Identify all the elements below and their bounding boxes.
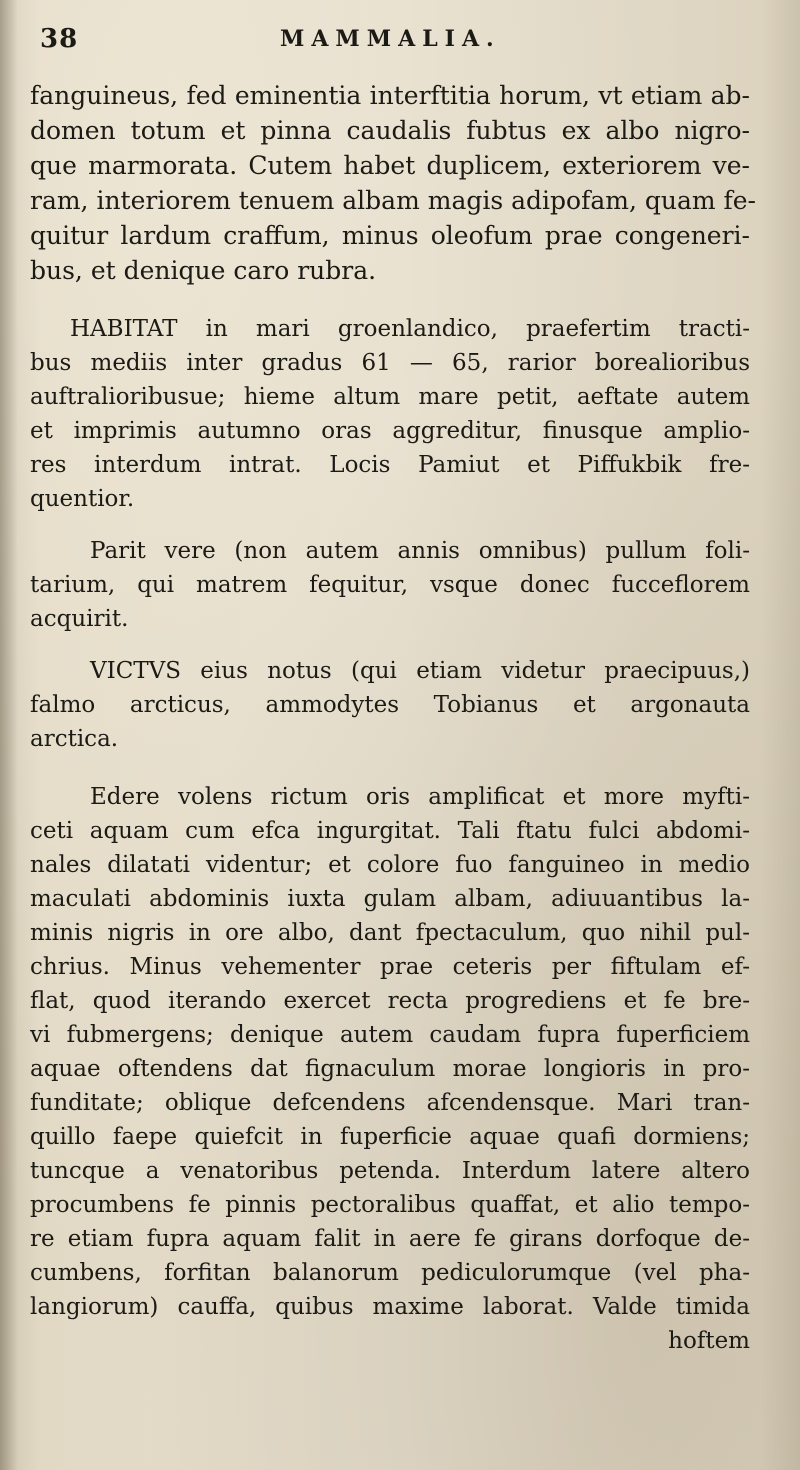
catchword: hoftem — [668, 1328, 750, 1354]
text-line: procumbens fe pinnis pectoralibus quaffat, et alio tempo- — [30, 1192, 750, 1218]
text-line: minis nigris in ore albo, dant fpectaculum, quo nihil pul- — [30, 920, 750, 946]
text-line: HABITAT in mari groenlandico, praefertim tracti- — [70, 316, 750, 342]
text-line: funditate; oblique defcendens afcendensque. Mari tran- — [30, 1090, 750, 1116]
text-line: vi fubmergens; denique autem caudam fupra fuperficiem — [30, 1022, 750, 1048]
text-line: res interdum intrat. Locis Pamiut et Piffukbik fre- — [30, 452, 750, 478]
text-line: arctica. — [30, 726, 119, 752]
text-line: aquae oftendens dat fignaculum morae longioris in pro- — [30, 1056, 750, 1082]
text-line: quentior. — [30, 486, 135, 512]
text-line: quitur lardum craffum, minus oleofum prae congeneri- — [30, 221, 750, 250]
page-header — [40, 20, 600, 60]
text-line: ram, interiorem tenuem albam magis adipofam, quam fe- — [30, 186, 757, 215]
body-text — [30, 78, 757, 1358]
page-number: 38 — [40, 24, 79, 54]
text-line: auftralioribusue; hieme altum mare petit, aeftate autem — [30, 384, 750, 410]
text-line: acquirit. — [30, 606, 129, 632]
text-line: langiorum) cauffa, quibus maxime laborat. Valde timida — [30, 1294, 750, 1320]
text-line: chrius. Minus vehementer prae ceteris per fiftulam ef- — [30, 954, 750, 980]
text-line: cumbens, forfitan balanorum pediculorumque (vel pha- — [30, 1260, 750, 1286]
text-line: quillo faepe quiefcit in fuperficie aquae quafi dormiens; — [30, 1124, 750, 1150]
text-line: domen totum et pinna caudalis fubtus ex albo nigro- — [30, 116, 750, 145]
text-line: re etiam fupra aquam falit in aere fe girans dorfoque de- — [30, 1226, 750, 1252]
text-line: Edere volens rictum oris amplificat et more myfti- — [90, 784, 750, 810]
text-line: falmo arcticus, ammodytes Tobianus et argonauta — [30, 692, 750, 718]
text-line: Parit vere (non autem annis omnibus) pullum foli- — [90, 538, 750, 564]
text-line: tarium, qui matrem fequitur, vsque donec fucceflorem — [30, 572, 750, 598]
running-head: MAMMALIA. — [280, 26, 501, 52]
text-line: et imprimis autumno oras aggreditur, finusque amplio- — [30, 418, 750, 444]
text-line: nales dilatati videntur; et colore fuo fanguineo in medio — [30, 852, 750, 878]
text-line: VICTVS eius notus (qui etiam videtur praecipuus,) — [90, 658, 750, 684]
text-line: bus, et denique caro rubra. — [30, 256, 377, 285]
text-line: ceti aquam cum efca ingurgitat. Tali ftatu fulci abdomi- — [30, 818, 750, 844]
binding-shadow — [0, 0, 18, 1470]
text-line: que marmorata. Cutem habet duplicem, exteriorem ve- — [30, 151, 750, 180]
text-line: maculati abdominis iuxta gulam albam, adiuuantibus la- — [30, 886, 750, 912]
text-line: fanguineus, fed eminentia interftitia horum, vt etiam ab- — [30, 81, 750, 110]
text-line: tuncque a venatoribus petenda. Interdum latere altero — [30, 1158, 750, 1184]
text-line: bus mediis inter gradus 61 — 65, rarior borealioribus — [30, 350, 750, 376]
text-line: flat, quod iterando exercet recta progrediens et fe bre- — [30, 988, 750, 1014]
